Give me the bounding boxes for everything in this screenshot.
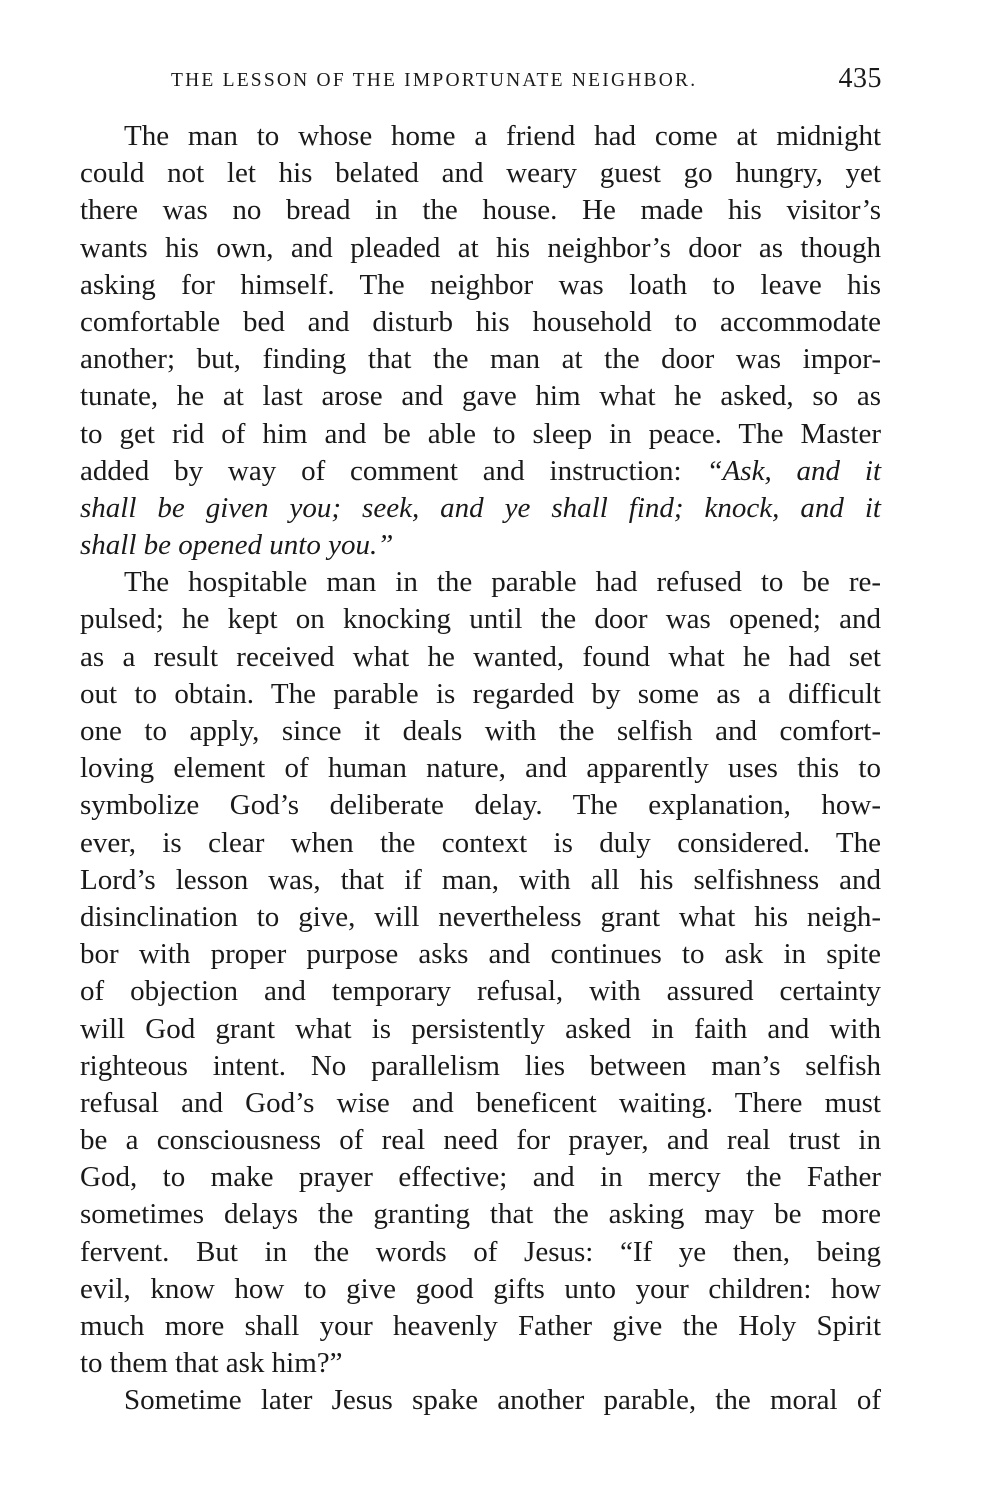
text-line: out to obtain. The parable is regarded by some as a difficult [80, 677, 881, 710]
text-line: as a result received what he wanted, found what he had set [80, 640, 881, 673]
text-line: to get rid of him and be able to sleep in peace. The Master [80, 417, 881, 450]
text-line-mixed [80, 453, 881, 490]
text-line: God, to make prayer effective; and in mercy the Father [80, 1161, 881, 1194]
text-fragment: added by way of comment and instruction: [80, 454, 682, 487]
body-text [80, 118, 881, 1420]
text-line: tunate, he at last arose and gave him what he asked, so as [80, 380, 881, 413]
italic-quote-fragment: “Ask, and it [706, 454, 882, 487]
text-line: fervent. But in the words of Jesus: “If ye then, being [80, 1235, 881, 1268]
text-line: there was no bread in the house. He made his visitor’s [80, 194, 881, 227]
text-line: one to apply, since it deals with the selfish and comfort- [80, 715, 881, 747]
text-line: comfortable bed and disturb his household to accommodate [80, 305, 881, 338]
text-line: symbolize God’s deliberate delay. The explanation, how- [80, 789, 881, 822]
text-line: Sometime later Jesus spake another parable, the moral of [124, 1384, 881, 1417]
paragraph-1 [80, 118, 881, 564]
text-line: another; but, finding that the man at the door was impor- [80, 343, 881, 376]
text-line: The hospitable man in the parable had refused to be re- [124, 566, 881, 599]
text-line: be a consciousness of real need for prayer, and real trust in [80, 1124, 881, 1157]
running-header [80, 62, 880, 98]
italic-quote-line: shall be given you; seek, and ye shall find; knock, and it [80, 491, 881, 524]
page-number: 435 [838, 63, 882, 94]
text-line: pulsed; he kept on knocking until the door was opened; and [80, 603, 881, 636]
text-line: disinclination to give, will nevertheless grant what his neigh- [80, 900, 881, 933]
paragraph-3 [80, 1382, 881, 1419]
text-line: wants his own, and pleaded at his neighbor’s door as though [80, 231, 881, 264]
text-line: of objection and temporary refusal, with assured certainty [80, 975, 881, 1008]
italic-quote-line: shall be opened unto you.” [80, 529, 394, 562]
running-title: THE LESSON OF THE IMPORTUNATE NEIGHBOR. [171, 70, 698, 91]
paragraph-2 [80, 564, 881, 1382]
text-line: will God grant what is persistently asked in faith and with [80, 1012, 881, 1045]
text-line: could not let his belated and weary guest go hungry, yet [80, 157, 881, 190]
text-line: bor with proper purpose asks and continues to ask in spite [80, 938, 881, 971]
text-line: loving element of human nature, and apparently uses this to [80, 752, 881, 785]
text-line: asking for himself. The neighbor was loath to leave his [80, 268, 881, 301]
text-line: righteous intent. No parallelism lies between man’s selfish [80, 1049, 881, 1082]
text-line: sometimes delays the granting that the asking may be more [80, 1198, 881, 1231]
text-line: evil, know how to give good gifts unto your children: how [80, 1272, 881, 1305]
text-line: Lord’s lesson was, that if man, with all his selfishness and [80, 863, 881, 896]
text-line: much more shall your heavenly Father give the Holy Spirit [80, 1310, 881, 1342]
text-line: ever, is clear when the context is duly considered. The [80, 826, 881, 859]
text-line: refusal and God’s wise and beneficent waiting. There must [80, 1086, 881, 1119]
text-line: to them that ask him?” [80, 1347, 343, 1380]
text-line: The man to whose home a friend had come at midnight [124, 120, 881, 152]
